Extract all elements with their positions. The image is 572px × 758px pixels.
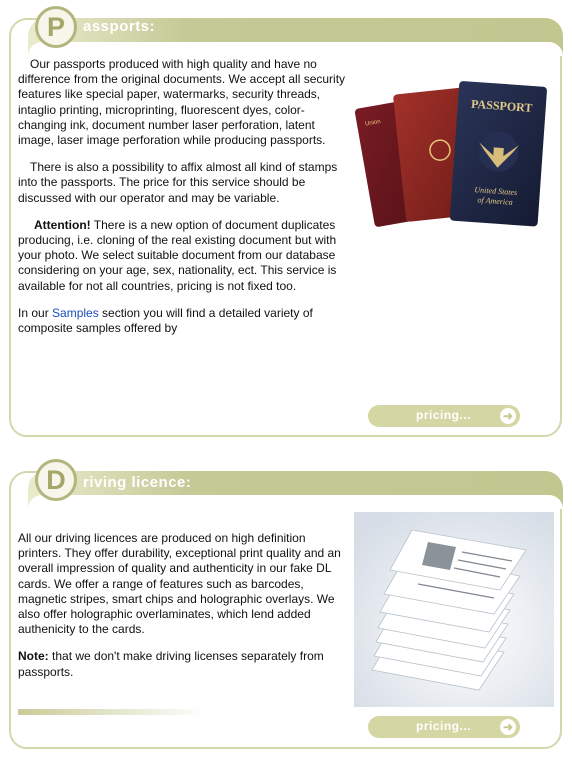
passports-paragraph-1: Our passports produced with high quality and have no difference from the original documents. We accept all security features like special paper, watermarks, security threads, intaglio printing, microprinting, fluorescent dyes, color-changing ink, document number laser perforation, latent image, laser image perforation while producing passports. [18, 57, 346, 148]
note-text: that we don't make driving licenses separately from passports. [18, 649, 324, 679]
passport-cover-country: United States [474, 185, 518, 198]
samples-suffix: section you will find a detailed variety of composite samples offered by [18, 305, 313, 336]
arrow-right-icon: ➜ [500, 408, 516, 424]
passports-text [18, 57, 350, 348]
driving-pricing-button[interactable] [368, 716, 520, 738]
red-passport-text: Union [364, 118, 382, 128]
driving-divider [18, 709, 208, 715]
driving-text [18, 531, 350, 692]
samples-link[interactable]: Samples [52, 305, 99, 320]
passports-badge [35, 6, 77, 48]
passports-badge-letter: P [46, 12, 65, 42]
passports-pricing-label: pricing... [416, 408, 472, 422]
passports-paragraph-3 [18, 218, 350, 294]
driving-pricing-label: pricing... [416, 719, 472, 733]
driving-title: riving licence: [83, 474, 192, 491]
note-label: Note: [18, 649, 49, 664]
driving-licence-image [354, 512, 554, 707]
driving-note [18, 649, 350, 679]
passports-image [352, 70, 552, 240]
passport-cover-title: PASSPORT [470, 96, 533, 115]
samples-prefix: In our [18, 305, 53, 320]
driving-paragraph-1: All our driving licences are produced on high definition printers. They offer durability, exceptional print quality and an overall impression of quality and authenticity in our fake DL cards. We offer a range of features such as barcodes, magnetic stripes, smart chips and holographic overlays. We also offer holographic overlaminates, which lend added authenicity to the cards. [18, 531, 341, 637]
attention-text: There is a new option of document duplicates producing, i.e. cloning of the real existing document but with your photo. We select suitable document from our database considering on your age, sex, nationality, ect. This service is available for not all countries, pricing is not fixed too. [18, 217, 337, 293]
passports-title: assports: [83, 18, 156, 35]
attention-label: Attention! [34, 217, 91, 232]
id-photo-icon [422, 542, 456, 570]
passports-pricing-button[interactable] [368, 405, 520, 427]
passport-cover-country-2: of America [477, 195, 513, 207]
passports-paragraph-4 [18, 306, 350, 336]
passports-paragraph-2: There is also a possibility to affix almost all kind of stamps into the passports. The price for this service should be discussed with our operator and may be variable. [18, 160, 338, 205]
arrow-right-icon: ➜ [500, 719, 516, 735]
driving-badge-letter: D [46, 465, 66, 495]
driving-badge [35, 459, 77, 501]
